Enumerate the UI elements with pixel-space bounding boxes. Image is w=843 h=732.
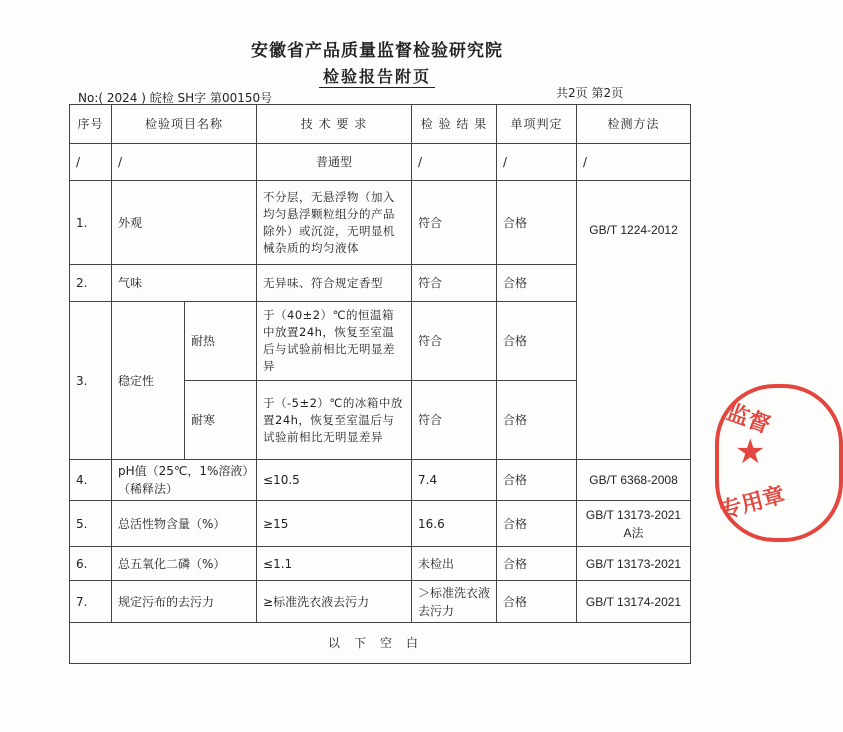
cell-requirement: 于（40±2）℃的恒温箱中放置24h，恢复至室温后与试验前相比无明显差异: [257, 302, 412, 381]
cell-result: 符合: [412, 181, 497, 265]
cell-method: GB/T 6368-2008: [577, 460, 691, 501]
cell-result: 符合: [412, 302, 497, 381]
cell-item: 总活性物含量（%）: [112, 501, 257, 547]
table-row: [70, 181, 691, 265]
cell-verdict: 合格: [497, 501, 577, 547]
header-verdict: 单项判定: [497, 105, 577, 144]
cell-requirement: ≥标准洗衣液去污力: [257, 581, 412, 623]
report-subtitle: 检验报告附页: [0, 64, 754, 87]
table-row: [70, 581, 691, 623]
cell-no: 3.: [70, 302, 112, 460]
cell-verdict: 合格: [497, 381, 577, 460]
cell-requirement: ≤1.1: [257, 547, 412, 581]
cell-requirement: ≤10.5: [257, 460, 412, 501]
table-row: [70, 460, 691, 501]
report-number: No:( 2024 ) 皖检 SH字 第00150号: [78, 91, 273, 105]
cell-verdict: 合格: [497, 581, 577, 623]
cell-verdict: 合格: [497, 265, 577, 302]
cell-result: 7.4: [412, 460, 497, 501]
cell-no: 6.: [70, 547, 112, 581]
table-row: [70, 144, 691, 181]
cell-item: 外观: [112, 181, 257, 265]
cell-result: 未检出: [412, 547, 497, 581]
cell-no: 5.: [70, 501, 112, 547]
header-requirement: 技 术 要 求: [257, 105, 412, 144]
cell-verdict: 合格: [497, 460, 577, 501]
cell-requirement: 不分层，无悬浮物（加入均匀悬浮颗粒组分的产品除外）或沉淀，无明显机械杂质的均匀液体: [257, 181, 412, 265]
seal-top-text: 监督: [723, 400, 774, 439]
cell-method: GB/T 13174-2021: [577, 581, 691, 623]
cell-verdict: /: [497, 144, 577, 181]
cell-item: 总五氧化二磷（%）: [112, 547, 257, 581]
cell-shared-method: GB/T 1224-2012: [577, 181, 691, 460]
header-method: 检测方法: [577, 105, 691, 144]
table-footer-row: [70, 623, 691, 664]
institute-title: 安徽省产品质量监督检验研究院: [251, 41, 503, 61]
cell-item: 气味: [112, 265, 257, 302]
table-row: [70, 547, 691, 581]
seal-star-icon: ★: [735, 432, 766, 472]
cell-verdict: 合格: [497, 547, 577, 581]
seal-bottom-text: 专用章: [717, 482, 788, 525]
cell-no: 4.: [70, 460, 112, 501]
cell-requirement: ≥15: [257, 501, 412, 547]
cell-no: 1.: [70, 181, 112, 265]
cell-no: /: [70, 144, 112, 181]
cell-verdict: 合格: [497, 181, 577, 265]
table-row: [70, 501, 691, 547]
cell-no: 7.: [70, 581, 112, 623]
cell-method: GB/T 13173-2021: [577, 547, 691, 581]
cell-subitem: 耐热: [185, 302, 257, 381]
cell-method: /: [577, 144, 691, 181]
page-count: 共2页 第2页: [556, 86, 624, 100]
cell-no: 2.: [70, 265, 112, 302]
blank-footer-note: 以下空白: [70, 623, 691, 664]
cell-subitem: 耐寒: [185, 381, 257, 460]
cell-result: 16.6: [412, 501, 497, 547]
header-item: 检验项目名称: [112, 105, 257, 144]
header-result: 检 验 结 果: [412, 105, 497, 144]
cell-result: 符合: [412, 381, 497, 460]
table-header-row: [70, 105, 691, 144]
cell-requirement: 于（-5±2）℃的冰箱中放置24h，恢复至室温后与试验前相比无明显差异: [257, 381, 412, 460]
cell-method: GB/T 13173-2021 A法: [577, 501, 691, 547]
header-no: 序号: [70, 105, 112, 144]
cell-result: /: [412, 144, 497, 181]
inspection-seal: [715, 384, 843, 542]
cell-item: 规定污布的去污力: [112, 581, 257, 623]
cell-item: /: [112, 144, 257, 181]
cell-item: 稳定性: [112, 302, 185, 460]
cell-item: pH值（25℃，1%溶液）（稀释法）: [112, 460, 257, 501]
cell-verdict: 合格: [497, 302, 577, 381]
cell-result: 符合: [412, 265, 497, 302]
cell-result: ＞标准洗衣液去污力: [412, 581, 497, 623]
cell-requirement: 普通型: [257, 144, 412, 181]
inspection-table: [69, 104, 691, 664]
cell-requirement: 无异味、符合规定香型: [257, 265, 412, 302]
